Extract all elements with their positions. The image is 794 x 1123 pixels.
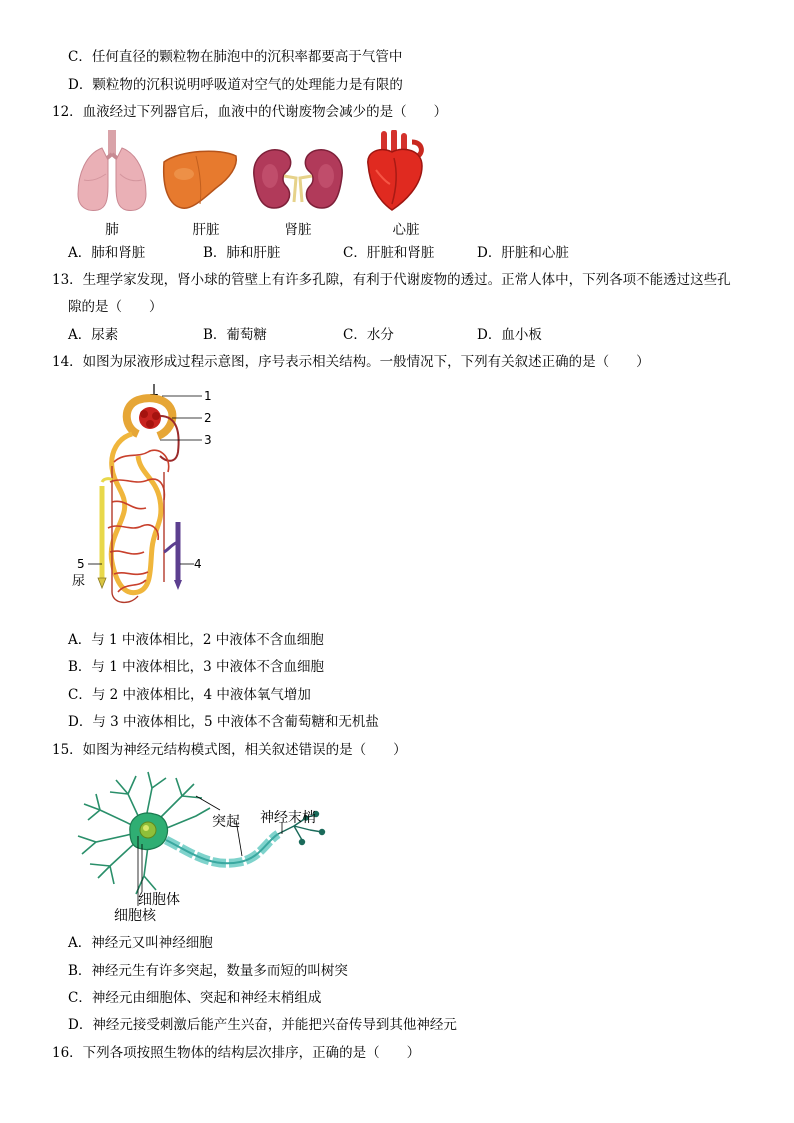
nephron-label-urine: 尿: [72, 574, 86, 589]
q14-option-b[interactable]: B．与 1 中液体相比，3 中液体不含血细胞: [68, 659, 324, 675]
lungs-image: [72, 130, 152, 216]
q13-stem-line2: 隙的是（ ）: [68, 299, 163, 315]
nephron-label-3: 3: [204, 433, 212, 447]
nephron-diagram: [68, 382, 228, 622]
q15-option-b[interactable]: B．神经元生有许多突起，数量多而短的叫树突: [68, 963, 348, 979]
q12-option-d[interactable]: D．肝脏和心脏: [477, 245, 569, 261]
neuron-label-nucleus: 细胞核: [114, 908, 156, 924]
q13-option-c[interactable]: C．水分: [343, 327, 394, 343]
neuron-label-terminal: 神经末梢: [260, 810, 316, 826]
organ-label-liver: 肝脏: [192, 222, 220, 238]
organ-label-lungs: 肺: [105, 222, 119, 238]
q13-stem-line1: 13．生理学家发现，肾小球的管壁上有许多孔隙，有利于代谢废物的透过。正常人体中，下列各项不能透过这些孔: [52, 272, 731, 288]
nephron-label-5: 5: [77, 557, 85, 571]
organ-label-heart: 心脏: [392, 222, 420, 238]
neuron-label-process: 突起: [212, 814, 240, 830]
q13-option-b[interactable]: B．葡萄糖: [203, 327, 267, 343]
prev-option-c: C．任何直径的颗粒物在肺泡中的沉积率都要高于气管中: [68, 49, 403, 65]
prev-option-d: D．颗粒物的沉积说明呼吸道对空气的处理能力是有限的: [68, 77, 403, 93]
liver-image: [160, 148, 240, 214]
q16-stem: 16．下列各项按照生物体的结构层次排序，正确的是（ ）: [52, 1045, 421, 1061]
organ-label-kidneys: 肾脏: [284, 222, 312, 238]
q15-stem: 15．如图为神经元结构模式图，相关叙述错误的是（ ）: [52, 742, 407, 758]
q12-option-b[interactable]: B．肺和肝脏: [203, 245, 281, 261]
heart-image: [360, 130, 430, 214]
q13-option-d[interactable]: D．血小板: [477, 327, 542, 343]
q12-stem: 12．血液经过下列器官后，血液中的代谢废物会减少的是（ ）: [52, 104, 448, 120]
nephron-label-2: 2: [204, 411, 212, 425]
q15-option-d[interactable]: D．神经元接受刺激后能产生兴奋，并能把兴奋传导到其他神经元: [68, 1017, 457, 1033]
q14-option-a[interactable]: A．与 1 中液体相比，2 中液体不含血细胞: [68, 632, 324, 648]
q14-stem: 14．如图为尿液形成过程示意图，序号表示相关结构。一般情况下，下列有关叙述正确的是（ ）: [52, 354, 650, 370]
neuron-label-cell-body: 细胞体: [138, 892, 180, 908]
q13-option-a[interactable]: A．尿素: [68, 327, 119, 343]
q14-option-d[interactable]: D．与 3 中液体相比，5 中液体不含葡萄糖和无机盐: [68, 714, 379, 730]
neuron-diagram: [70, 770, 340, 930]
q12-option-a[interactable]: A．肺和肾脏: [68, 245, 146, 261]
q15-option-c[interactable]: C．神经元由细胞体、突起和神经末梢组成: [68, 990, 322, 1006]
kidneys-image: [248, 146, 348, 212]
q12-options: [68, 244, 748, 262]
q12-option-c[interactable]: C．肝脏和肾脏: [343, 245, 435, 261]
nephron-label-4: 4: [194, 557, 202, 571]
q13-options: [68, 326, 748, 344]
nephron-label-1: 1: [204, 389, 212, 403]
q15-option-a[interactable]: A．神经元又叫神经细胞: [68, 935, 213, 951]
q14-option-c[interactable]: C．与 2 中液体相比，4 中液体氧气增加: [68, 687, 311, 703]
q12-organs-figure: [70, 130, 440, 240]
